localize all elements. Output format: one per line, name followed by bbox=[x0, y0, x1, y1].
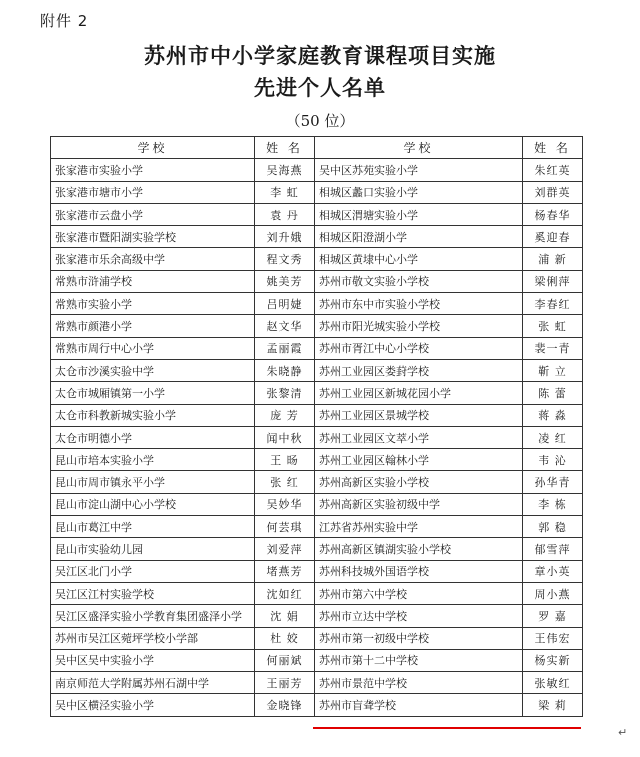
header-school-right: 学校 bbox=[315, 137, 523, 159]
school-right-cell: 苏州市景范中学校 bbox=[315, 672, 523, 694]
school-right-cell: 苏州工业园区文萃小学 bbox=[315, 426, 523, 448]
table-row bbox=[51, 627, 583, 649]
table-row bbox=[51, 605, 583, 627]
name-left-cell: 庞 芳 bbox=[255, 404, 315, 426]
name-right-cell: 罗 嘉 bbox=[523, 605, 583, 627]
school-right-cell: 苏州市敬文实验小学校 bbox=[315, 270, 523, 292]
school-left-cell: 苏州市吴江区菀坪学校小学部 bbox=[51, 627, 255, 649]
attachment-label: 附件 2 bbox=[40, 12, 89, 30]
school-left-cell: 昆山市实验幼儿园 bbox=[51, 538, 255, 560]
school-right-cell: 苏州工业园区娄葑学校 bbox=[315, 359, 523, 381]
school-right-cell: 苏州市立达中学校 bbox=[315, 605, 523, 627]
school-left-cell: 张家港市乐余高级中学 bbox=[51, 248, 255, 270]
table-row bbox=[51, 270, 583, 292]
name-left-cell: 何芸琪 bbox=[255, 516, 315, 538]
header-school-left: 学校 bbox=[51, 137, 255, 159]
name-right-cell: 周小燕 bbox=[523, 582, 583, 604]
school-right-cell: 江苏省苏州实验中学 bbox=[315, 516, 523, 538]
name-left-cell: 杜 姣 bbox=[255, 627, 315, 649]
school-right-cell: 苏州市胥江中心小学校 bbox=[315, 337, 523, 359]
school-left-cell: 太仓市明德小学 bbox=[51, 426, 255, 448]
header-name-left: 姓 名 bbox=[255, 137, 315, 159]
table-row bbox=[51, 315, 583, 337]
school-right-cell: 苏州市盲聋学校 bbox=[315, 694, 523, 716]
name-right-cell: 章小英 bbox=[523, 560, 583, 582]
name-left-cell: 李 虹 bbox=[255, 181, 315, 203]
school-right-cell: 苏州市第十二中学校 bbox=[315, 649, 523, 671]
table-row bbox=[51, 649, 583, 671]
name-right-cell: 靳 立 bbox=[523, 359, 583, 381]
school-right-cell: 苏州工业园区翰林小学 bbox=[315, 449, 523, 471]
table-row bbox=[51, 181, 583, 203]
document-title-line1: 苏州市中小学家庭教育课程项目实施 bbox=[144, 43, 496, 68]
table-row bbox=[51, 337, 583, 359]
school-left-cell: 常熟市实验小学 bbox=[51, 293, 255, 315]
name-right-cell: 蒋 淼 bbox=[523, 404, 583, 426]
name-left-cell: 堵燕芳 bbox=[255, 560, 315, 582]
name-right-cell: 张 虹 bbox=[523, 315, 583, 337]
table-row bbox=[51, 359, 583, 381]
table-row bbox=[51, 694, 583, 716]
name-right-cell: 王伟宏 bbox=[523, 627, 583, 649]
name-left-cell: 程文秀 bbox=[255, 248, 315, 270]
table-row bbox=[51, 382, 583, 404]
name-right-cell: 孙华青 bbox=[523, 471, 583, 493]
name-right-cell: 浦 新 bbox=[523, 248, 583, 270]
name-left-cell: 吴妙华 bbox=[255, 493, 315, 515]
school-left-cell: 张家港市暨阳湖实验学校 bbox=[51, 226, 255, 248]
name-right-cell: 裴一青 bbox=[523, 337, 583, 359]
school-left-cell: 南京师范大学附属苏州石湖中学 bbox=[51, 672, 255, 694]
person-count: （50 位） bbox=[285, 112, 355, 130]
school-left-cell: 常熟市周行中心小学 bbox=[51, 337, 255, 359]
name-left-cell: 吴海燕 bbox=[255, 159, 315, 181]
school-right-cell: 相城区渭塘实验小学 bbox=[315, 203, 523, 225]
name-right-cell: 杨实新 bbox=[523, 649, 583, 671]
name-right-cell: 奚迎春 bbox=[523, 226, 583, 248]
school-left-cell: 吴江区盛泽实验小学教育集团盛泽小学 bbox=[51, 605, 255, 627]
school-right-cell: 相城区阳澄湖小学 bbox=[315, 226, 523, 248]
name-right-cell: 刘群英 bbox=[523, 181, 583, 203]
school-left-cell: 常熟市浒浦学校 bbox=[51, 270, 255, 292]
name-right-cell: 杨春华 bbox=[523, 203, 583, 225]
school-right-cell: 苏州科技城外国语学校 bbox=[315, 560, 523, 582]
name-left-cell: 王丽芳 bbox=[255, 672, 315, 694]
name-right-cell: 梁 莉 bbox=[523, 694, 583, 716]
school-left-cell: 昆山市周市镇永平小学 bbox=[51, 471, 255, 493]
name-right-cell: 李 栋 bbox=[523, 493, 583, 515]
table-row bbox=[51, 516, 583, 538]
school-left-cell: 吴中区吴中实验小学 bbox=[51, 649, 255, 671]
school-right-cell: 苏州高新区实验初级中学 bbox=[315, 493, 523, 515]
school-right-cell: 苏州市阳光城实验小学校 bbox=[315, 315, 523, 337]
table-row bbox=[51, 538, 583, 560]
school-left-cell: 张家港市云盘小学 bbox=[51, 203, 255, 225]
school-right-cell: 相城区黄埭中心小学 bbox=[315, 248, 523, 270]
document-title-line2: 先进个人名单 bbox=[254, 75, 386, 100]
school-left-cell: 昆山市淀山湖中心小学校 bbox=[51, 493, 255, 515]
table-row bbox=[51, 203, 583, 225]
table-row bbox=[51, 226, 583, 248]
school-right-cell: 苏州市第六中学校 bbox=[315, 582, 523, 604]
table-row bbox=[51, 159, 583, 181]
table-row bbox=[51, 493, 583, 515]
name-left-cell: 刘爱萍 bbox=[255, 538, 315, 560]
name-right-cell: 郭 稳 bbox=[523, 516, 583, 538]
red-underline-mark bbox=[313, 727, 581, 729]
table-row bbox=[51, 404, 583, 426]
school-left-cell: 昆山市培本实验小学 bbox=[51, 449, 255, 471]
school-left-cell: 昆山市葛江中学 bbox=[51, 516, 255, 538]
name-left-cell: 沈如红 bbox=[255, 582, 315, 604]
name-left-cell: 何丽斌 bbox=[255, 649, 315, 671]
name-left-cell: 张 红 bbox=[255, 471, 315, 493]
school-left-cell: 太仓市科教新城实验小学 bbox=[51, 404, 255, 426]
school-left-cell: 张家港市实验小学 bbox=[51, 159, 255, 181]
award-list-table bbox=[50, 136, 583, 717]
name-right-cell: 郁雪萍 bbox=[523, 538, 583, 560]
name-right-cell: 凌 红 bbox=[523, 426, 583, 448]
name-left-cell: 吕明婕 bbox=[255, 293, 315, 315]
school-left-cell: 张家港市塘市小学 bbox=[51, 181, 255, 203]
school-left-cell: 常熟市颜港小学 bbox=[51, 315, 255, 337]
table-row bbox=[51, 248, 583, 270]
name-left-cell: 闻中秋 bbox=[255, 426, 315, 448]
school-left-cell: 太仓市城厢镇第一小学 bbox=[51, 382, 255, 404]
name-right-cell: 李春红 bbox=[523, 293, 583, 315]
name-right-cell: 韦 沁 bbox=[523, 449, 583, 471]
name-left-cell: 孟丽霞 bbox=[255, 337, 315, 359]
name-left-cell: 张黎清 bbox=[255, 382, 315, 404]
school-right-cell: 苏州工业园区新城花园小学 bbox=[315, 382, 523, 404]
school-right-cell: 苏州市东中市实验小学校 bbox=[315, 293, 523, 315]
school-left-cell: 吴江区北门小学 bbox=[51, 560, 255, 582]
paragraph-mark: ↵ bbox=[618, 726, 628, 739]
name-right-cell: 张敏红 bbox=[523, 672, 583, 694]
table-row bbox=[51, 449, 583, 471]
name-left-cell: 刘升娥 bbox=[255, 226, 315, 248]
table-body bbox=[51, 159, 583, 716]
name-left-cell: 沈 娟 bbox=[255, 605, 315, 627]
school-right-cell: 苏州市第一初级中学校 bbox=[315, 627, 523, 649]
header-name-right: 姓 名 bbox=[523, 137, 583, 159]
table-row bbox=[51, 672, 583, 694]
school-right-cell: 苏州工业园区景城学校 bbox=[315, 404, 523, 426]
name-right-cell: 陈 蕾 bbox=[523, 382, 583, 404]
school-left-cell: 太仓市沙溪实验中学 bbox=[51, 359, 255, 381]
table-header-row bbox=[51, 137, 583, 159]
name-right-cell: 朱红英 bbox=[523, 159, 583, 181]
table-row bbox=[51, 426, 583, 448]
name-right-cell: 梁俐萍 bbox=[523, 270, 583, 292]
school-right-cell: 吴中区苏苑实验小学 bbox=[315, 159, 523, 181]
name-left-cell: 姚美芳 bbox=[255, 270, 315, 292]
school-left-cell: 吴江区江村实验学校 bbox=[51, 582, 255, 604]
table-row bbox=[51, 293, 583, 315]
name-left-cell: 朱晓静 bbox=[255, 359, 315, 381]
table-row bbox=[51, 560, 583, 582]
school-right-cell: 苏州高新区实验小学校 bbox=[315, 471, 523, 493]
name-left-cell: 袁 丹 bbox=[255, 203, 315, 225]
name-left-cell: 金晓锋 bbox=[255, 694, 315, 716]
name-left-cell: 王 旸 bbox=[255, 449, 315, 471]
school-left-cell: 吴中区横泾实验小学 bbox=[51, 694, 255, 716]
school-right-cell: 相城区蠡口实验小学 bbox=[315, 181, 523, 203]
school-right-cell: 苏州高新区镇湖实验小学校 bbox=[315, 538, 523, 560]
table-row bbox=[51, 471, 583, 493]
name-left-cell: 赵文华 bbox=[255, 315, 315, 337]
table-row bbox=[51, 582, 583, 604]
